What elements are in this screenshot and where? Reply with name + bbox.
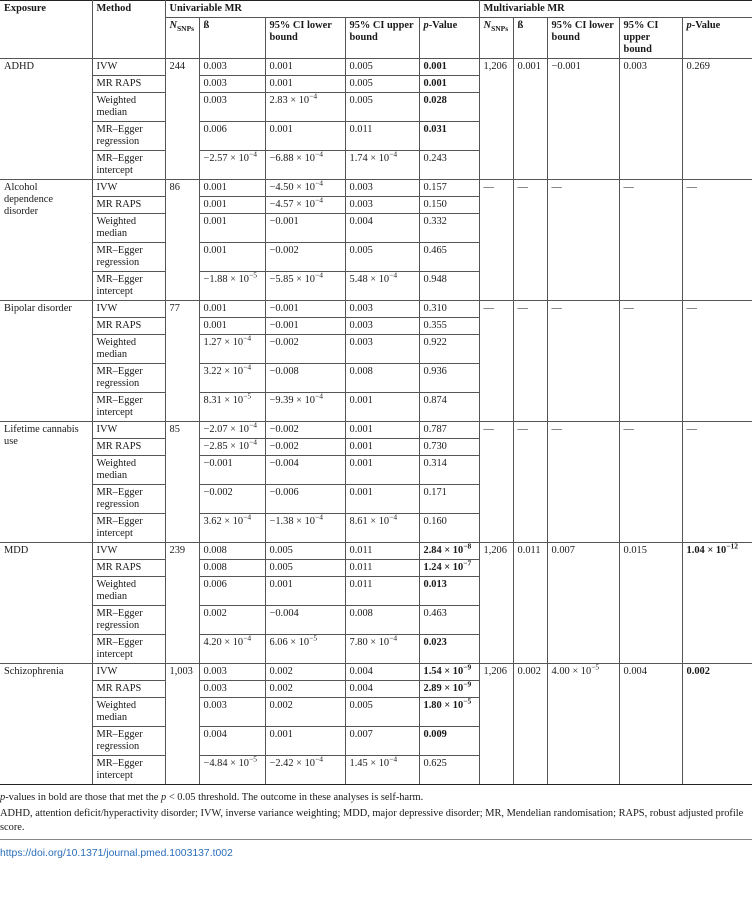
ci-upper-cell: 0.011 xyxy=(345,122,419,151)
p-value-cell: 0.922 xyxy=(419,335,479,364)
ci-upper-cell: $8.61 \times 10^{-4}$ xyxy=(345,514,419,543)
header-method: Method xyxy=(92,1,165,59)
beta-cell: 0.003 xyxy=(199,664,265,681)
mv-p-value-cell: — xyxy=(682,301,752,422)
beta-cell: 0.004 xyxy=(199,727,265,756)
mv-ci-lower-cell: $4.00 \times 10^{-5}$ xyxy=(547,664,619,785)
table-row xyxy=(0,664,752,681)
ci-lower-cell: −0.002 xyxy=(265,335,345,364)
ci-lower-cell: $6.06 \times 10^{-5}$ xyxy=(265,635,345,664)
mv-ci-upper-cell: — xyxy=(619,301,682,422)
p-value-cell: $1.24 \times 10^{-7}$ xyxy=(419,560,479,577)
beta-cell: 0.003 xyxy=(199,93,265,122)
ci-lower-cell: $-6.88 \times 10^{-4}$ xyxy=(265,151,345,180)
exposure-cell: Bipolar disorder xyxy=(0,301,92,422)
ci-upper-cell: 0.005 xyxy=(345,698,419,727)
mv-beta-cell: 0.001 xyxy=(513,59,547,180)
ci-lower-cell: 0.001 xyxy=(265,727,345,756)
method-cell: MR–Egger regression xyxy=(92,727,165,756)
table-body xyxy=(0,59,752,785)
ci-upper-cell: 0.005 xyxy=(345,59,419,76)
ci-upper-cell: 0.011 xyxy=(345,543,419,560)
mv-p-value-cell: — xyxy=(682,422,752,543)
table-row xyxy=(0,180,752,197)
method-cell: MR–Egger regression xyxy=(92,364,165,393)
method-cell: MR–Egger regression xyxy=(92,606,165,635)
method-cell: IVW xyxy=(92,301,165,318)
method-cell: MR RAPS xyxy=(92,439,165,456)
ci-lower-cell: −0.001 xyxy=(265,318,345,335)
beta-cell: 0.001 xyxy=(199,301,265,318)
ci-lower-cell: −0.004 xyxy=(265,456,345,485)
method-cell: Weighted median xyxy=(92,456,165,485)
n-snps-cell: 1,003 xyxy=(165,664,199,785)
ci-upper-cell: 0.003 xyxy=(345,180,419,197)
table-row xyxy=(0,59,752,76)
beta-cell: 0.002 xyxy=(199,606,265,635)
ci-lower-cell: $-4.57 \times 10^{-4}$ xyxy=(265,197,345,214)
header-ci-lower-uv: 95% CI lower bound xyxy=(265,18,345,59)
p-value-cell: 0.171 xyxy=(419,485,479,514)
ci-lower-cell: $-5.85 \times 10^{-4}$ xyxy=(265,272,345,301)
p-value-cell: 0.157 xyxy=(419,180,479,197)
doi-link[interactable]: https://doi.org/10.1371/journal.pmed.1003137.t002 xyxy=(0,848,233,859)
ci-upper-cell: 0.001 xyxy=(345,485,419,514)
footnote-abbreviations: ADHD, attention deficit/hyperactivity disorder; IVW, inverse variance weighting; MDD, major depressive disorder; MR, Mendelian randomisation; RAPS, robust adjusted profile score. xyxy=(0,808,744,833)
method-cell: IVW xyxy=(92,543,165,560)
ci-lower-cell: −0.001 xyxy=(265,214,345,243)
header-p-uv: p-Value xyxy=(419,18,479,59)
beta-cell: 0.001 xyxy=(199,318,265,335)
method-cell: MR–Egger intercept xyxy=(92,393,165,422)
ci-upper-cell: 0.004 xyxy=(345,214,419,243)
beta-cell: 0.003 xyxy=(199,681,265,698)
ci-lower-cell: $-2.42 \times 10^{-4}$ xyxy=(265,756,345,785)
ci-upper-cell: $1.74 \times 10^{-4}$ xyxy=(345,151,419,180)
ci-lower-cell: $-1.38 \times 10^{-4}$ xyxy=(265,514,345,543)
mv-beta-cell: 0.002 xyxy=(513,664,547,785)
ci-upper-cell: $1.45 \times 10^{-4}$ xyxy=(345,756,419,785)
beta-cell: $-1.88 \times 10^{-5}$ xyxy=(199,272,265,301)
method-cell: Weighted median xyxy=(92,214,165,243)
method-cell: MR–Egger intercept xyxy=(92,756,165,785)
p-value-cell: $1.54 \times 10^{-9}$ xyxy=(419,664,479,681)
exposure-cell: Lifetime cannabis use xyxy=(0,422,92,543)
ci-upper-cell: 0.003 xyxy=(345,318,419,335)
p-value-cell: 0.310 xyxy=(419,301,479,318)
method-cell: IVW xyxy=(92,180,165,197)
beta-cell: $8.31 \times 10^{-5}$ xyxy=(199,393,265,422)
method-cell: MR RAPS xyxy=(92,197,165,214)
ci-upper-cell: 0.004 xyxy=(345,664,419,681)
ci-lower-cell: −0.002 xyxy=(265,422,345,439)
method-cell: MR–Egger intercept xyxy=(92,635,165,664)
table-row xyxy=(0,422,752,439)
p-value-cell: 0.001 xyxy=(419,76,479,93)
p-value-cell: 0.465 xyxy=(419,243,479,272)
method-cell: IVW xyxy=(92,422,165,439)
beta-cell: 0.001 xyxy=(199,197,265,214)
ci-lower-cell: 0.002 xyxy=(265,698,345,727)
method-cell: Weighted median xyxy=(92,93,165,122)
exposure-cell: ADHD xyxy=(0,59,92,180)
mv-beta-cell: — xyxy=(513,301,547,422)
header-ci-upper-mv: 95% CI upper bound xyxy=(619,18,682,59)
n-snps-cell: 86 xyxy=(165,180,199,301)
p-value-cell: 0.160 xyxy=(419,514,479,543)
mv-ci-upper-cell: — xyxy=(619,422,682,543)
mv-n-snps-cell: — xyxy=(479,301,513,422)
method-cell: MR RAPS xyxy=(92,560,165,577)
beta-cell: 0.001 xyxy=(199,180,265,197)
mv-p-value-cell: 0.269 xyxy=(682,59,752,180)
p-value-cell: 0.874 xyxy=(419,393,479,422)
exposure-cell: MDD xyxy=(0,543,92,664)
table-row xyxy=(0,543,752,560)
ci-upper-cell: 0.007 xyxy=(345,727,419,756)
p-value-cell: 0.463 xyxy=(419,606,479,635)
n-snps-cell: 85 xyxy=(165,422,199,543)
method-cell: MR–Egger intercept xyxy=(92,151,165,180)
ci-upper-cell: 0.005 xyxy=(345,93,419,122)
beta-cell: $3.62 \times 10^{-4}$ xyxy=(199,514,265,543)
ci-upper-cell: 0.004 xyxy=(345,681,419,698)
p-value-cell: 0.314 xyxy=(419,456,479,485)
p-value-cell: 0.001 xyxy=(419,59,479,76)
mv-ci-lower-cell: −0.001 xyxy=(547,59,619,180)
header-beta-mv: ß xyxy=(513,18,547,59)
ci-lower-cell: −0.006 xyxy=(265,485,345,514)
header-exposure: Exposure xyxy=(4,3,46,14)
footnote-bold-threshold: p-values in bold are those that met the p < 0.05 threshold. The outcome in these analyses is self-harm. xyxy=(0,792,424,803)
mv-beta-cell: 0.011 xyxy=(513,543,547,664)
beta-cell: 0.003 xyxy=(199,59,265,76)
mv-p-value-cell: — xyxy=(682,180,752,301)
mv-p-value-cell: 0.002 xyxy=(682,664,752,785)
ci-lower-cell: −0.008 xyxy=(265,364,345,393)
p-value-cell: 0.013 xyxy=(419,577,479,606)
method-cell: MR–Egger regression xyxy=(92,122,165,151)
p-value-cell: 0.730 xyxy=(419,439,479,456)
ci-upper-cell: 0.005 xyxy=(345,243,419,272)
header-row-top xyxy=(0,1,752,18)
method-cell: Weighted median xyxy=(92,698,165,727)
p-value-cell: 0.009 xyxy=(419,727,479,756)
method-cell: MR–Egger regression xyxy=(92,485,165,514)
ci-lower-cell: 0.001 xyxy=(265,577,345,606)
ci-upper-cell: 0.003 xyxy=(345,301,419,318)
header-ci-lower-mv: 95% CI lower bound xyxy=(547,18,619,59)
ci-upper-cell: 0.008 xyxy=(345,364,419,393)
beta-cell: $-4.84 \times 10^{-5}$ xyxy=(199,756,265,785)
mv-ci-upper-cell: 0.015 xyxy=(619,543,682,664)
method-cell: MR RAPS xyxy=(92,76,165,93)
method-cell: MR RAPS xyxy=(92,681,165,698)
method-cell: IVW xyxy=(92,664,165,681)
p-value-cell: 0.355 xyxy=(419,318,479,335)
ci-lower-cell: 0.005 xyxy=(265,560,345,577)
ci-upper-cell: 0.011 xyxy=(345,577,419,606)
ci-lower-cell: $2.83 \times 10^{-4}$ xyxy=(265,93,345,122)
ci-lower-cell: 0.001 xyxy=(265,122,345,151)
ci-lower-cell: −0.004 xyxy=(265,606,345,635)
beta-cell: 0.001 xyxy=(199,243,265,272)
header-n-snps-mv: $N_{SNPs}$ xyxy=(479,18,513,59)
beta-cell: $4.20 \times 10^{-4}$ xyxy=(199,635,265,664)
exposure-cell: Alcohol dependence disorder xyxy=(0,180,92,301)
ci-lower-cell: 0.001 xyxy=(265,59,345,76)
ci-upper-cell: 0.008 xyxy=(345,606,419,635)
beta-cell: 0.008 xyxy=(199,560,265,577)
p-value-cell: $2.84 \times 10^{-8}$ xyxy=(419,543,479,560)
n-snps-cell: 244 xyxy=(165,59,199,180)
beta-cell: −0.002 xyxy=(199,485,265,514)
ci-upper-cell: 0.001 xyxy=(345,439,419,456)
p-value-cell: 0.625 xyxy=(419,756,479,785)
mv-ci-upper-cell: 0.004 xyxy=(619,664,682,785)
method-cell: MR–Egger regression xyxy=(92,243,165,272)
n-snps-cell: 239 xyxy=(165,543,199,664)
method-cell: MR RAPS xyxy=(92,318,165,335)
header-multivariable: Multivariable MR xyxy=(479,1,752,18)
mv-n-snps-cell: — xyxy=(479,422,513,543)
exposure-cell: Schizophrenia xyxy=(0,664,92,785)
ci-upper-cell: 0.005 xyxy=(345,76,419,93)
header-n-snps-uv: $N_{SNPs}$ xyxy=(165,18,199,59)
ci-lower-cell: 0.001 xyxy=(265,76,345,93)
p-value-cell: 0.028 xyxy=(419,93,479,122)
beta-cell: 0.008 xyxy=(199,543,265,560)
n-snps-cell: 77 xyxy=(165,301,199,422)
ci-upper-cell: 0.003 xyxy=(345,197,419,214)
ci-lower-cell: $-9.39 \times 10^{-4}$ xyxy=(265,393,345,422)
beta-cell: 0.001 xyxy=(199,214,265,243)
p-value-cell: 0.948 xyxy=(419,272,479,301)
p-value-cell: 0.243 xyxy=(419,151,479,180)
method-cell: IVW xyxy=(92,59,165,76)
ci-upper-cell: 0.001 xyxy=(345,393,419,422)
method-cell: MR–Egger intercept xyxy=(92,272,165,301)
p-value-cell: 0.150 xyxy=(419,197,479,214)
ci-lower-cell: 0.002 xyxy=(265,664,345,681)
beta-cell: $-2.85 \times 10^{-4}$ xyxy=(199,439,265,456)
method-cell: Weighted median xyxy=(92,577,165,606)
mv-n-snps-cell: — xyxy=(479,180,513,301)
beta-cell: 0.006 xyxy=(199,577,265,606)
mv-ci-lower-cell: — xyxy=(547,180,619,301)
p-value-cell: 0.787 xyxy=(419,422,479,439)
ci-upper-cell: 0.003 xyxy=(345,335,419,364)
mv-beta-cell: — xyxy=(513,422,547,543)
beta-cell: 0.003 xyxy=(199,76,265,93)
ci-lower-cell: −0.002 xyxy=(265,243,345,272)
header-univariable: Univariable MR xyxy=(165,1,479,18)
p-value-cell: 0.936 xyxy=(419,364,479,393)
p-value-cell: 0.023 xyxy=(419,635,479,664)
beta-cell: $-2.57 \times 10^{-4}$ xyxy=(199,151,265,180)
method-cell: Weighted median xyxy=(92,335,165,364)
mv-ci-upper-cell: — xyxy=(619,180,682,301)
beta-cell: −0.001 xyxy=(199,456,265,485)
header-beta-uv: ß xyxy=(199,18,265,59)
mv-ci-lower-cell: — xyxy=(547,422,619,543)
ci-lower-cell: −0.001 xyxy=(265,301,345,318)
ci-upper-cell: 0.011 xyxy=(345,560,419,577)
mv-n-snps-cell: 1,206 xyxy=(479,664,513,785)
mv-ci-upper-cell: 0.003 xyxy=(619,59,682,180)
beta-cell: 0.003 xyxy=(199,698,265,727)
mv-n-snps-cell: 1,206 xyxy=(479,59,513,180)
beta-cell: 0.006 xyxy=(199,122,265,151)
p-value-cell: $2.89 \times 10^{-9}$ xyxy=(419,681,479,698)
beta-cell: $3.22 \times 10^{-4}$ xyxy=(199,364,265,393)
ci-upper-cell: 0.001 xyxy=(345,422,419,439)
header-ci-upper-uv: 95% CI upper bound xyxy=(345,18,419,59)
p-value-cell: $1.80 \times 10^{-5}$ xyxy=(419,698,479,727)
ci-lower-cell: 0.002 xyxy=(265,681,345,698)
p-value-cell: 0.031 xyxy=(419,122,479,151)
method-cell: MR–Egger intercept xyxy=(92,514,165,543)
mv-ci-lower-cell: — xyxy=(547,301,619,422)
beta-cell: $1.27 \times 10^{-4}$ xyxy=(199,335,265,364)
ci-upper-cell: 0.001 xyxy=(345,456,419,485)
ci-upper-cell: $7.80 \times 10^{-4}$ xyxy=(345,635,419,664)
mv-n-snps-cell: 1,206 xyxy=(479,543,513,664)
ci-lower-cell: $-4.50 \times 10^{-4}$ xyxy=(265,180,345,197)
beta-cell: $-2.07 \times 10^{-4}$ xyxy=(199,422,265,439)
p-value-cell: 0.332 xyxy=(419,214,479,243)
ci-upper-cell: $5.48 \times 10^{-4}$ xyxy=(345,272,419,301)
header-p-mv: p-Value xyxy=(682,18,752,59)
mv-p-value-cell: $1.04 \times 10^{-12}$ xyxy=(682,543,752,664)
table-row xyxy=(0,301,752,318)
ci-lower-cell: 0.005 xyxy=(265,543,345,560)
mv-ci-lower-cell: 0.007 xyxy=(547,543,619,664)
mv-beta-cell: — xyxy=(513,180,547,301)
ci-lower-cell: −0.002 xyxy=(265,439,345,456)
